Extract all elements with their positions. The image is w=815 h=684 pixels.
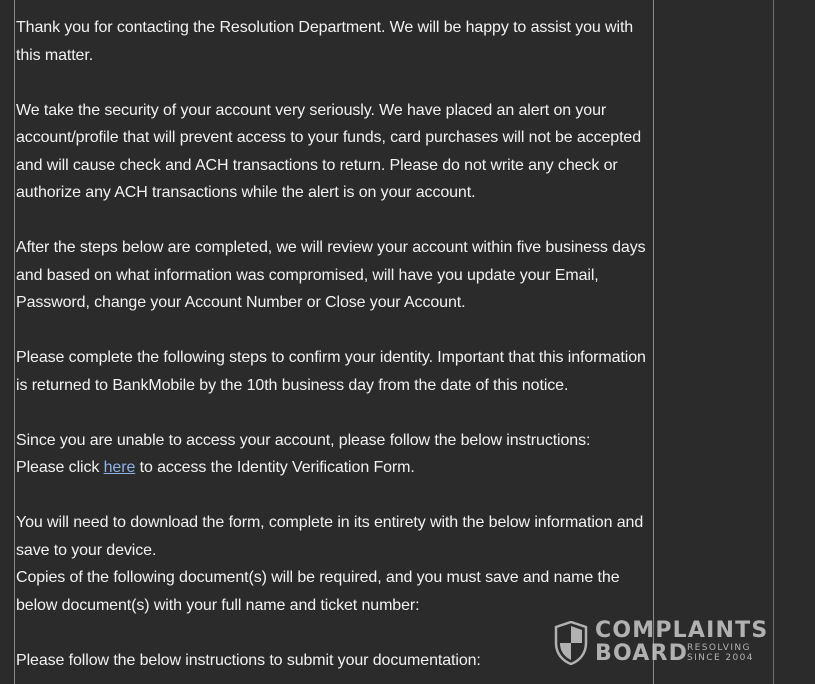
email-paragraph-submit: Please follow the below instructions to submit your documentation: [16, 651, 481, 669]
document-requirements: Copies of the following document(s) will be required, and you must save and name the below document(s) with your full name and ticket number: [16, 569, 620, 614]
click-suffix: to access the Identity Verification Form. [135, 459, 415, 476]
email-paragraph-review: After the steps below are completed, we will review your account within five business days and based on what information was compromised, will have you update your Email, Password, change your Account Number or Close your Account. [16, 239, 646, 311]
watermark-tag-line2: SINCE 2004 [687, 653, 754, 663]
email-body [16, 14, 656, 674]
email-paragraph-steps: Please complete the following steps to confirm your identity. Important that this information is returned to BankMobile by the 10th business day from the date of this notice. [16, 349, 646, 394]
watermark-tag-line1: RESOLVING [687, 643, 751, 653]
email-paragraph-documents [16, 509, 656, 619]
download-instructions: You will need to download the form, complete in its entirety with the below information and save to your device. [16, 514, 644, 559]
email-paragraph-security: We take the security of your account very seriously. We have placed an alert on your account/profile that will prevent access to your funds, card purchases will not be accepted and will cause check and ACH transactions to return. Please do not write any check or authorize any ACH transactions while the alert is on your account. [16, 101, 642, 201]
identity-form-link[interactable]: here [103, 459, 136, 476]
complaints-board-watermark [554, 619, 774, 667]
click-prefix: Please click [16, 459, 104, 476]
shield-icon [554, 621, 588, 665]
watermark-word-board: BOARD [595, 641, 689, 666]
email-paragraph-instructions [16, 427, 656, 482]
watermark-word-complaints: COMPLAINTS [595, 618, 769, 643]
watermark-tagline [687, 643, 754, 663]
pane-divider [773, 0, 774, 684]
email-paragraph-greeting: Thank you for contacting the Resolution Department. We will be happy to assist you with this matter. [16, 19, 634, 64]
instructions-line: Since you are unable to access your account, please follow the below instructions: [16, 431, 591, 449]
